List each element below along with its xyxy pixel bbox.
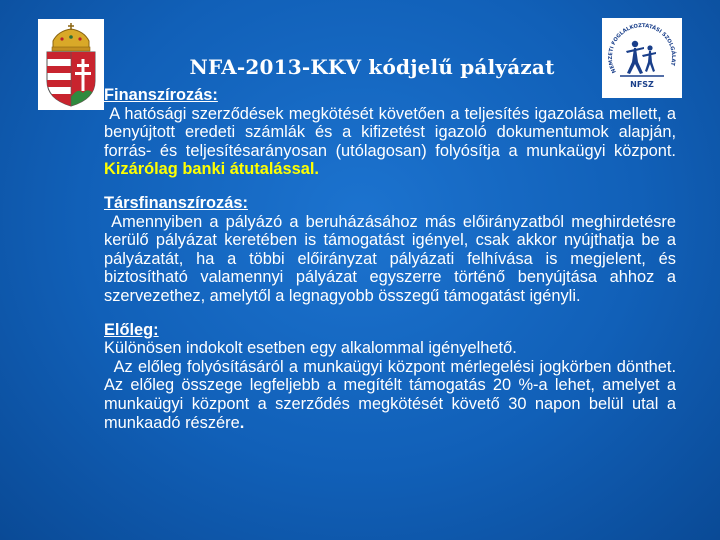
- paragraph-eloleg-2: [104, 358, 676, 432]
- nfsz-abbr: NFSZ: [630, 80, 654, 89]
- paragraph-finanszirozas: [104, 105, 676, 179]
- tarsfinanszirozas-text: Amennyiben a pályázó a beruházásához más előirányzatból meghirdetésre kerülő pályázat keretében is támogatást igényel, csak akkor nyújthatja be a pályázatát, ha a többi előirányzat pályázati felhívása is megjelent, és biztosítható valamennyi pályázat egyszerre történő benyújtása ahhoz a szervezethez, amelytől a legnagyobb összegű támogatást igényli.: [104, 212, 676, 305]
- heading-finanszirozas: Finanszírozás:: [104, 86, 218, 104]
- eloleg-end: .: [239, 413, 245, 432]
- slide-title: NFA-2013-KKV kódjelű pályázat: [189, 55, 555, 79]
- eloleg-text: Az előleg folyósításáról a munkaügyi központ mérlegelési jogkörben dönthet. Az előleg összege legfeljebb a megítélt támogatás 20 %-a lehet, amelyet a munkaügyi központ a szerződés megkötését követő 30 napon belül utal a munkaadó részére: [104, 357, 676, 432]
- heading-tarsfinanszirozas: Társfinanszírozás:: [104, 193, 248, 212]
- nfsz-ring-text: NEMZETI FOGLALKOZTATÁSI SZOLGÁLAT: [607, 22, 677, 74]
- finanszirozas-highlight: Kizárólag banki átutalással.: [104, 160, 319, 179]
- paragraph-eloleg-1: Különösen indokolt esetben egy alkalommal igényelhető.: [104, 339, 517, 358]
- heading-eloleg: Előleg:: [104, 320, 159, 339]
- slide-content: [104, 86, 676, 432]
- paragraph-tarsfinanszirozas: [104, 213, 676, 306]
- coat-of-arms-logo: [38, 19, 104, 110]
- finanszirozas-text: A hatósági szerződések megkötését követően a teljesítés igazolása mellett, a benyújtott eredeti számlák és a kifizetést igazoló dokumentumok alapján, forrás- és teljesítésarányosan (utólagosan) folyósítja a munkaügyi központ.: [104, 104, 676, 160]
- coat-of-arms-icon: [38, 19, 104, 110]
